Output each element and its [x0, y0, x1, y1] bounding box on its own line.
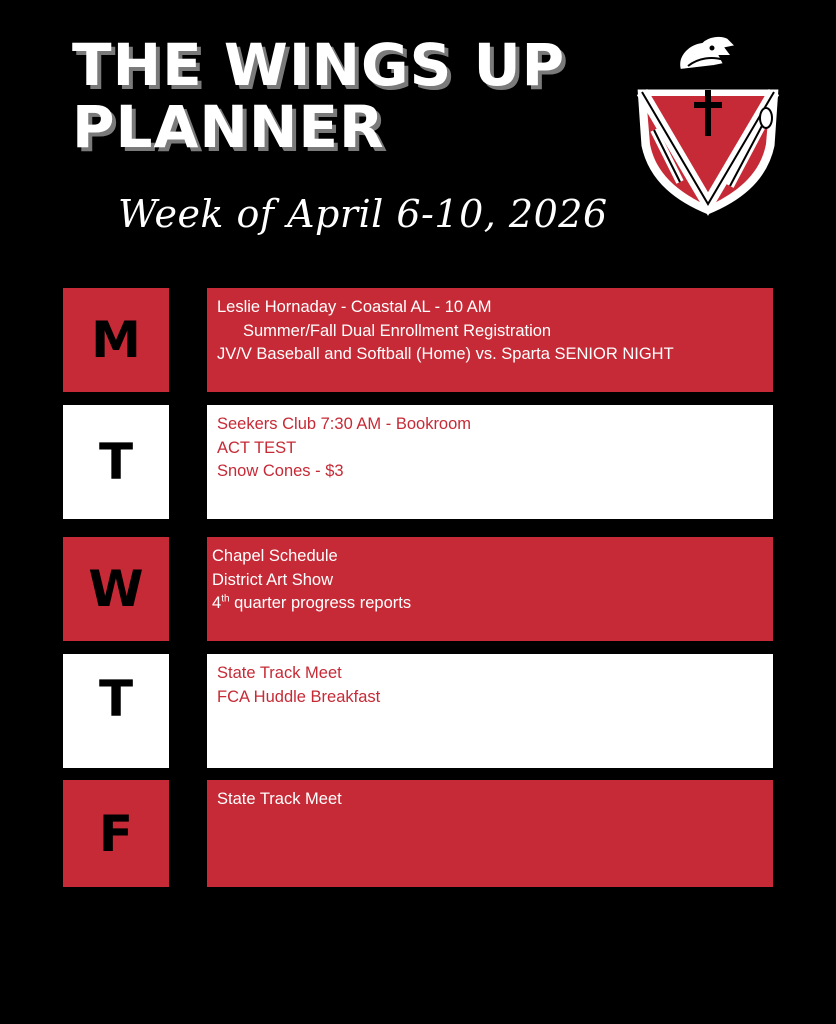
event-line: Seekers Club 7:30 AM - Bookroom: [217, 415, 472, 433]
event-line: Snow Cones - $3: [217, 462, 344, 480]
title-line-2: PLANNER: [72, 93, 385, 161]
day-row-friday: [63, 780, 773, 887]
event-line: Chapel Schedule: [212, 547, 338, 565]
school-crest-logo: [628, 26, 788, 222]
day-row-wednesday: [63, 537, 773, 641]
event-line: State Track Meet: [217, 664, 342, 682]
day-row-tuesday: [63, 405, 773, 519]
day-events: [207, 780, 773, 887]
day-events: [207, 405, 773, 519]
event-line: District Art Show: [212, 570, 334, 589]
day-letter: T: [63, 405, 169, 519]
ordinal-suffix: th: [221, 593, 230, 605]
progress-report-text: quarter progress reports: [229, 594, 412, 612]
day-letter: W: [63, 537, 169, 641]
day-row-monday: [63, 288, 773, 392]
day-events: [207, 288, 773, 392]
day-events: [207, 537, 773, 641]
day-letter: M: [63, 288, 169, 392]
event-line: JV/V Baseball and Softball (Home) vs. Sparta SENIOR NIGHT: [217, 345, 674, 363]
event-line: Leslie Hornaday - Coastal AL - 10 AM: [217, 298, 492, 316]
day-letter: T: [63, 654, 169, 768]
event-line: State Track Meet: [217, 790, 342, 808]
day-row-thursday: [63, 654, 773, 768]
event-line: [212, 592, 763, 616]
title-line-1: THE WINGS UP: [72, 31, 566, 99]
event-line: Summer/Fall Dual Enrollment Registration: [243, 321, 552, 340]
planner-title: [72, 31, 566, 161]
progress-quarter-number: 4: [212, 594, 222, 612]
day-letter: F: [63, 780, 169, 887]
day-events: [207, 654, 773, 768]
week-subtitle: Week of April 6-10, 2026: [118, 192, 608, 236]
event-line: ACT TEST: [217, 438, 297, 457]
event-line: FCA Huddle Breakfast: [217, 687, 381, 706]
